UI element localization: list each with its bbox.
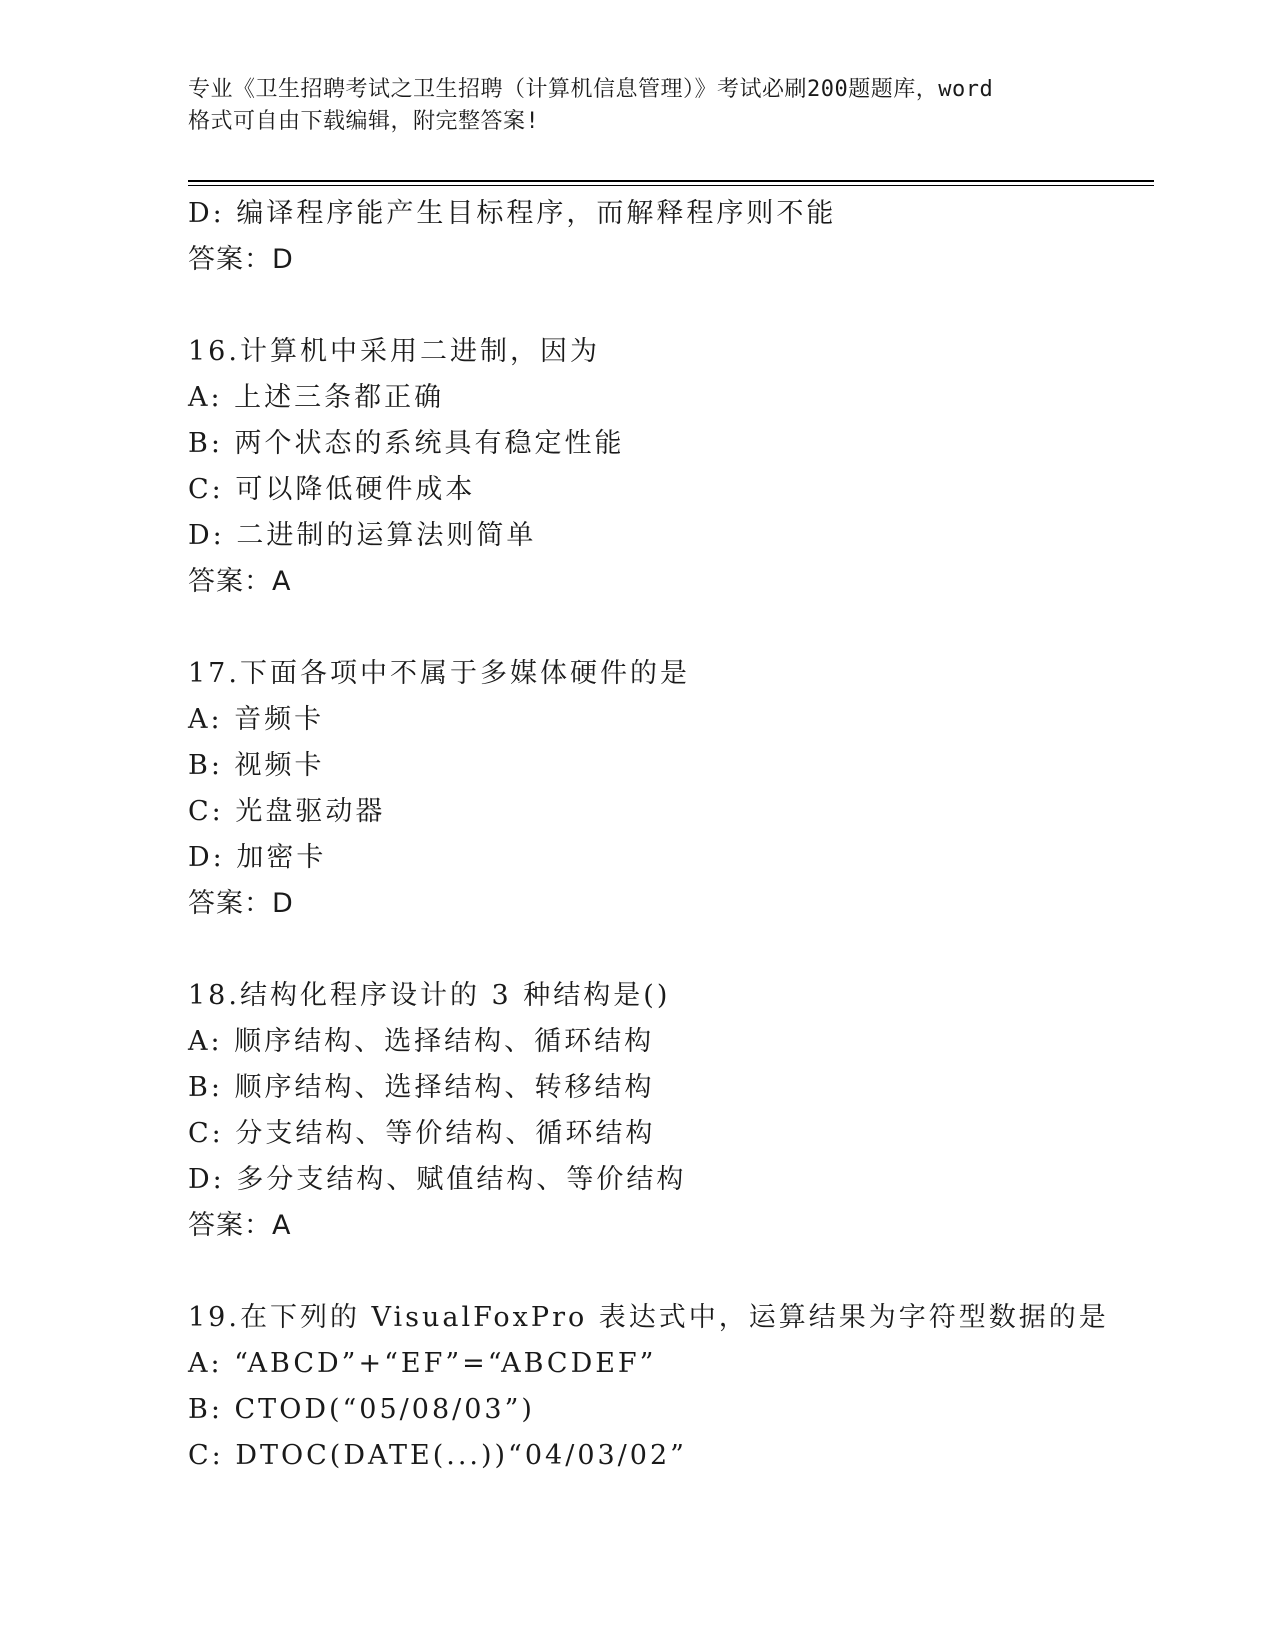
option-b: B: 两个状态的系统具有稳定性能 (188, 428, 625, 459)
question-18 (188, 973, 1148, 1249)
option-b: B: 视频卡 (188, 750, 325, 781)
option-c: C: 可以降低硬件成本 (188, 474, 476, 505)
option-d: D: 二进制的运算法则简单 (188, 520, 537, 551)
question-19 (188, 1295, 1148, 1479)
option-c: C: 光盘驱动器 (188, 796, 386, 827)
answer-line: 答案：A (188, 1210, 292, 1241)
answer-line: 答案：D (188, 888, 294, 919)
option-c: C: DTOC(DATE(...))“04/03/02” (188, 1440, 687, 1471)
spacer (188, 283, 1148, 329)
question-stem: 18.结构化程序设计的 3 种结构是() (188, 980, 671, 1011)
header-divider-thin (188, 185, 1154, 186)
question-16 (188, 329, 1148, 605)
question-list (188, 191, 1148, 1479)
question-15-tail (188, 191, 1148, 283)
option-d: D: 编译程序能产生目标程序，而解释程序则不能 (188, 198, 837, 229)
header-divider-thick (188, 180, 1154, 182)
option-b: B: 顺序结构、选择结构、转移结构 (188, 1072, 655, 1103)
question-stem: 17.下面各项中不属于多媒体硬件的是 (188, 658, 690, 689)
answer-line: 答案：A (188, 566, 292, 597)
spacer (188, 1249, 1148, 1295)
option-a: A: “ABCD”+“EF”=“ABCDEF” (188, 1348, 657, 1379)
option-b: B: CTOD(“05/08/03”) (188, 1394, 535, 1425)
question-stem: 16.计算机中采用二进制，因为 (188, 336, 600, 367)
spacer (188, 605, 1148, 651)
question-17 (188, 651, 1148, 927)
document-header (188, 74, 1108, 138)
option-c: C: 分支结构、等价结构、循环结构 (188, 1118, 656, 1149)
option-d: D: 加密卡 (188, 842, 327, 873)
option-d: D: 多分支结构、赋值结构、等价结构 (188, 1164, 687, 1195)
answer-line: 答案：D (188, 244, 294, 275)
question-stem: 19.在下列的 VisualFoxPro 表达式中，运算结果为字符型数据的是 (188, 1302, 1109, 1333)
option-a: A: 顺序结构、选择结构、循环结构 (188, 1026, 655, 1057)
option-a: A: 上述三条都正确 (188, 382, 445, 413)
header-title-line-1: 专业《卫生招聘考试之卫生招聘（计算机信息管理）》考试必刷200题题库，word (188, 77, 994, 102)
spacer (188, 927, 1148, 973)
header-title-line-2: 格式可自由下载编辑，附完整答案! (188, 109, 540, 134)
option-a: A: 音频卡 (188, 704, 325, 735)
